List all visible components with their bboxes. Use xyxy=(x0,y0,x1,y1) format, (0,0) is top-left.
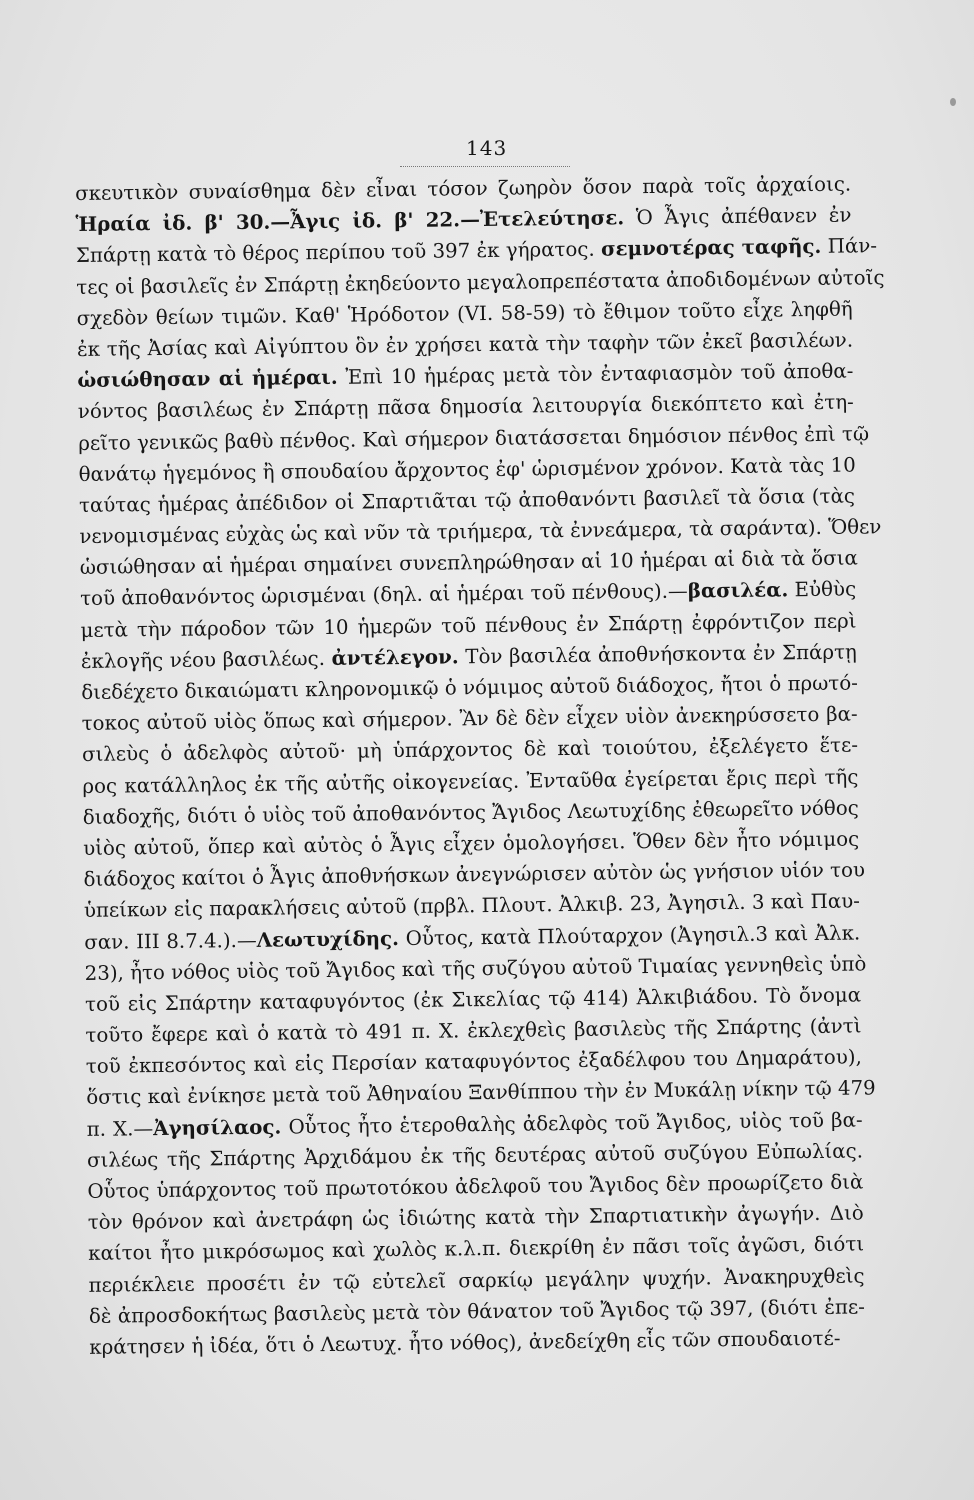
header-rule xyxy=(400,166,570,167)
bold-term: ἀντέλεγον. xyxy=(331,644,459,670)
text-run: 23), ἦτο νόθος υἱὸς τοῦ Ἄγιδος καὶ τῆς συζύγου αὐτοῦ Τιμαίας γεννηθεὶς ὑπὸ xyxy=(84,952,867,985)
text-run: μετὰ τὴν πάροδον τῶν 10 ἡμερῶν τοῦ πένθους ἐν Σπάρτῃ ἐφρόντιζον περὶ xyxy=(80,609,857,642)
bold-term: βασιλέα. xyxy=(687,577,789,603)
text-run: Οὗτος ἦτο ἑτεροθαλὴς ἀδελφὸς τοῦ Ἄγιδος, υἱὸς τοῦ βα- xyxy=(281,1108,863,1139)
text-run: ἐκλογῆς νέου βασιλέως. xyxy=(80,646,332,673)
text-run: ταύτας ἡμέρας ἀπέδιδον οἱ Σπαρτιᾶται τῷ ἀποθανόντι βασιλεῖ τὰ ὅσια (τὰς xyxy=(78,484,856,517)
text-run: Τὸν βασιλέα ἀποθνήσκοντα ἐν Σπάρτῃ xyxy=(458,640,857,669)
text-run: υἱὸς αὐτοῦ, ὅπερ καὶ αὐτὸς ὁ Ἆγις εἶχεν ὁμολογήσει. Ὅθεν δὲν ἦτο νόμιμος xyxy=(83,827,860,860)
text-run: σιλεὺς ὁ ἀδελφὸς αὐτοῦ· μὴ ὑπάρχοντος δὲ καὶ τοιούτου, ἐξελέγετο ἕτε- xyxy=(81,733,859,767)
text-run: κράτησεν ἡ ἰδέα, ὅτι ὁ Λεωτυχ. ἦτο νόθος), ἀνεδείχθη εἷς τῶν σπουδαιοτέ- xyxy=(89,1326,841,1359)
text-run: Ἐπὶ 10 ἡμέρας μετὰ τὸν ἐνταφιασμὸν τοῦ ἀποθα- xyxy=(337,359,854,389)
text-run: περιέκλειε προσέτι ἐν τῷ εὐτελεῖ σαρκίῳ μεγάλην ψυχήν. Ἀνακηρυχθεὶς xyxy=(88,1264,865,1297)
text-run: τοῦτο ἔφερε καὶ ὁ κατὰ τὸ 491 π. Χ. ἐκλεχθεὶς βασιλεὺς τῆς Σπάρτης (ἀντὶ xyxy=(85,1014,862,1047)
text-run: τοῦ ἀποθανόντος ὡρισμέναι (δηλ. αἱ ἡμέραι τοῦ πένθους).— xyxy=(80,579,688,611)
text-run: Οὗτος ὑπάρχοντος τοῦ πρωτοτόκου ἀδελφοῦ του Ἄγιδος δὲν προωρίζετο διὰ xyxy=(87,1170,864,1203)
text-run: νενομισμένας εὐχὰς ὡς καὶ νῦν τὰ τριήμερα, τὰ ἐννεάμερα, τὰ σαράντα). Ὅθεν xyxy=(79,515,882,549)
text-run: ρεῖτο γενικῶς βαθὺ πένθος. Καὶ σήμερον διατάσσεται δημόσιον πένθος ἐπὶ τῷ xyxy=(78,421,870,455)
page-number: 143 xyxy=(466,136,508,160)
bold-term: Λεωτυχίδης. xyxy=(256,925,400,952)
text-run: διεδέχετο δικαιώματι κληρονομικῷ ὁ νόμιμος αὐτοῦ διάδοχος, ἤτοι ὁ πρωτό- xyxy=(81,671,858,704)
text-run: ὑπείκων εἰς παρακλήσεις αὐτοῦ (πρβλ. Πλουτ. Ἀλκιβ. 23, Ἀγησιλ. 3 καὶ Παυ- xyxy=(83,889,861,923)
bold-term: σεμνοτέρας ταφῆς. xyxy=(600,234,822,261)
bold-term: ὡσιώθησαν αἱ ἡμέραι. xyxy=(77,364,338,393)
text-run: σαν. III 8.7.4.).— xyxy=(84,928,257,954)
text-run: σιλέως τῆς Σπάρτης Ἀρχιδάμου ἐκ τῆς δευτέρας αὐτοῦ συζύγου Εὐπωλίας. xyxy=(86,1139,864,1172)
text-run: διαδοχῆς, διότι ὁ υἱὸς τοῦ ἀποθανόντος Ἄγιδος Λεωτυχίδης ἐθεωρεῖτο νόθος xyxy=(82,796,859,829)
page-speck xyxy=(950,98,956,106)
text-run: Ὁ Ἆγις ἀπέθανεν ἐν xyxy=(624,203,852,230)
bold-term: Ἀγησίλαος. xyxy=(153,1114,282,1140)
text-run: δὲ ἀπροσδοκήτως βασιλεὺς μετὰ τὸν θάνατον τοῦ Ἄγιδος τῷ 397, (διότι ἐπε- xyxy=(88,1295,865,1328)
text-run: διάδοχος καίτοι ὁ Ἆγις ἀποθνήσκων ἀνεγνώρισεν αὐτὸν ὡς γνήσιον υἱόν του xyxy=(83,858,866,892)
bold-term: Ἡραία ἰδ. β' 30.—Ἆγις ἰδ. β' 22.—Ἐτελεύτησε. xyxy=(75,205,625,237)
text-run: σχεδὸν θείων τιμῶν. Καθ' Ἡρόδοτον (VI. 58-59) τὸ ἔθιμον τοῦτο εἶχε ληφθῆ xyxy=(76,297,853,330)
text-run: τες οἱ βασιλεῖς ἐν Σπάρτῃ ἐκηδεύοντο μεγαλοπρεπέστατα ἀποδιδομένων αὐτοῖς xyxy=(76,265,885,299)
body-text xyxy=(75,169,885,1364)
text-run: τοῦ εἰς Σπάρτην καταφυγόντος (ἐκ Σικελίας τῷ 414) Ἀλκιβιάδου. Τὸ ὄνομα xyxy=(84,983,862,1016)
text-run: ὅστις καὶ ἐνίκησε μετὰ τοῦ Ἀθηναίου Ξανθίππου τὴν ἐν Μυκάλῃ νίκην τῷ 479 xyxy=(86,1076,876,1110)
text-run: Σπάρτῃ κατὰ τὸ θέρος περίπου τοῦ 397 ἐκ γήρατος. xyxy=(75,237,602,268)
text-run: ὡσιώθησαν αἱ ἡμέραι σημαίνει συνεπληρώθησαν αἱ 10 ἡμέραι αἱ διὰ τὰ ὅσια xyxy=(79,546,858,580)
text-run: τοκος αὐτοῦ υἱὸς ὅπως καὶ σήμερον. Ἂν δὲ δὲν εἶχεν υἱὸν ἀνεκηρύσσετο βα- xyxy=(81,702,858,736)
text-run: ἐκ τῆς Ἀσίας καὶ Αἰγύπτου ὃν ἐν χρήσει κατὰ τὴν ταφὴν τῶν ἐκεῖ βασιλέων. xyxy=(76,328,854,361)
text-run: τὸν θρόνον καὶ ἀνετράφη ὡς ἰδιώτης κατὰ τὴν Σπαρτιατικὴν ἀγωγήν. Διὸ xyxy=(87,1201,864,1235)
text-run: θανάτῳ ἡγεμόνος ἢ σπουδαίου ἄρχοντος ἐφ' ὡρισμένον χρόνον. Κατὰ τὰς 10 xyxy=(78,453,856,486)
text-run: Πάν- xyxy=(821,234,878,259)
text-run: τοῦ ἐκπεσόντος καὶ εἰς Περσίαν καταφυγόντος ἐξαδέλφου του Δημαράτου), xyxy=(85,1045,862,1079)
text-run: Εὐθὺς xyxy=(788,577,857,602)
text-run: νόντος βασιλέως ἐν Σπάρτῃ πᾶσα δημοσία λειτουργία διεκόπτετο καὶ ἐτη- xyxy=(77,390,854,424)
text-run: Οὗτος, κατὰ Πλούταρχον (Ἀγησιλ.3 καὶ Ἀλκ. xyxy=(398,920,861,950)
text-run: ρος κατάλληλος ἐκ τῆς αὐτῆς οἰκογενείας. Ἐνταῦθα ἐγείρεται ἔρις περὶ τῆς xyxy=(82,765,859,798)
text-run: καίτοι ἦτο μικρόσωμος καὶ χωλὸς κ.λ.π. διεκρίθη ἐν πᾶσι τοῖς ἀγῶσι, διότι xyxy=(88,1232,865,1266)
text-run: π. Χ.— xyxy=(86,1116,154,1141)
text-run: σκευτικὸν συναίσθημα δὲν εἶναι τόσον ζωηρὸν ὅσον παρὰ τοῖς ἀρχαίοις. xyxy=(75,172,852,205)
